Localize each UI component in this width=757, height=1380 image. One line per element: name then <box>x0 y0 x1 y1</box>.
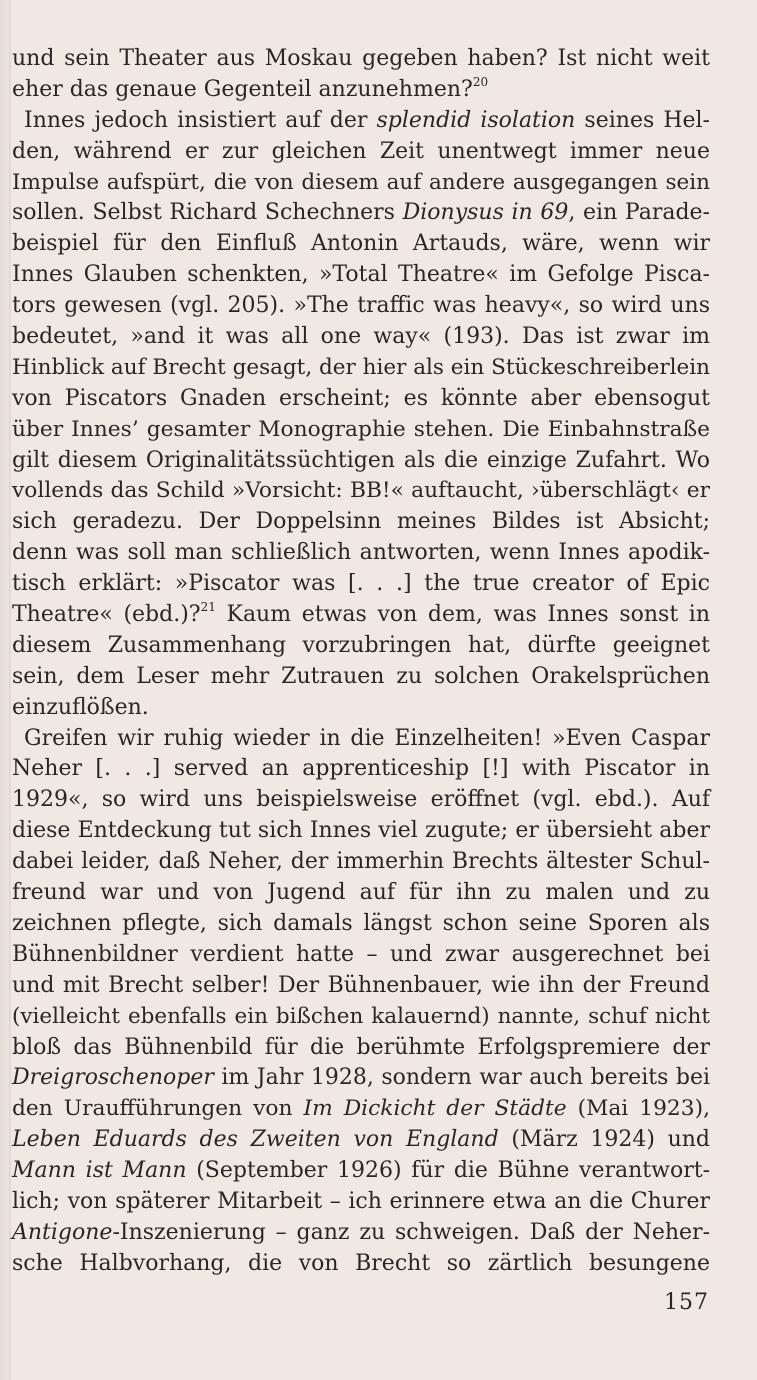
text-line <box>12 909 710 940</box>
text-segment: sich geradezu. Der Doppelsinn meines Bildes ist Absicht; <box>12 509 710 535</box>
text-segment: , ein Parade- <box>568 200 710 226</box>
text-segment: zeichnen pflegte, sich damals längst schon seine Sporen als <box>12 910 710 936</box>
text-line <box>12 724 710 755</box>
italic-text: Im Dickicht der Städte <box>303 1096 567 1122</box>
text-segment: Impulse aufspürt, die von diesem auf andere ausgegangen sein <box>12 169 710 195</box>
text-line <box>12 878 710 909</box>
text-line <box>12 1249 710 1280</box>
text-segment: Theatre« (ebd.)? <box>12 602 201 628</box>
text-segment: den Uraufführungen von <box>12 1096 304 1122</box>
text-line <box>12 291 710 322</box>
italic-text: Mann ist Mann <box>12 1158 187 1184</box>
text-line <box>12 754 710 785</box>
footnote-marker: 21 <box>200 599 216 614</box>
text-segment: Kaum etwas von dem, was Innes sonst in <box>215 602 710 628</box>
text-line <box>12 446 710 477</box>
footnote-marker: 20 <box>472 74 489 89</box>
text-segment: lich; von späterer Mitarbeit – ich erinnere etwa an die Churer <box>12 1188 710 1214</box>
text-line <box>12 44 710 75</box>
text-segment: und mit Brecht selber! Der Bühnenbauer, wie ihn der Freund <box>12 972 710 998</box>
text-line <box>12 75 710 106</box>
text-line <box>12 168 710 199</box>
text-segment: sein, dem Leser mehr Zutrauen zu solchen Orakelsprüchen <box>12 663 710 689</box>
text-line <box>12 693 710 724</box>
text-segment: von Piscators Gnaden erscheint; es könnte aber ebensogut <box>12 385 710 411</box>
text-line <box>12 507 710 538</box>
text-segment: einzuflößen. <box>12 694 149 720</box>
text-segment: diesem Zusammenhang vorzubringen hat, dürfte geeignet <box>12 632 710 658</box>
text-line <box>12 600 710 631</box>
italic-text: Dreigroschenoper <box>12 1065 214 1091</box>
text-line <box>12 1218 710 1249</box>
text-segment: und sein Theater aus Moskau gegeben haben? Ist nicht weit <box>12 46 710 71</box>
text-segment: gilt diesem Originalitätssüchtigen als die einzige Zufahrt. Wo <box>12 447 710 473</box>
text-segment: dabei leider, daß Neher, der immerhin Brechts ältester Schul- <box>12 849 710 875</box>
text-line <box>12 198 710 229</box>
text-segment: tisch erklärt: »Piscator was [. . .] the true creator of Epic <box>12 571 710 597</box>
text-line <box>12 538 710 569</box>
text-segment: beispiel für den Einfluß Antonin Artauds, wäre, wenn wir <box>12 231 710 257</box>
text-line <box>12 816 710 847</box>
text-line <box>12 476 710 507</box>
text-line <box>12 631 710 662</box>
page-number: 157 <box>664 1290 709 1315</box>
text-segment: bedeutet, »and it was all one way« (193). Das ist zwar im <box>12 324 710 350</box>
text-line <box>12 384 710 415</box>
text-line <box>12 260 710 291</box>
text-segment: sollen. Selbst Richard Schechners <box>12 200 403 226</box>
text-line <box>12 1094 710 1125</box>
text-segment: bloß das Bühnenbild für die berühmte Erfolgspremiere der <box>12 1034 710 1060</box>
text-line <box>12 1002 710 1033</box>
text-segment: (Mai 1923), <box>566 1096 710 1122</box>
text-segment: Innes Glauben schenkten, »Total Theatre« im Gefolge Pisca- <box>12 262 710 288</box>
text-line <box>12 1187 710 1218</box>
text-line <box>12 971 710 1002</box>
text-line <box>12 353 710 384</box>
text-segment: Neher [. . .] served an apprenticeship [!] with Piscator in <box>12 756 710 782</box>
text-segment: (vielleicht ebenfalls ein bißchen kalauernd) nannte, schuf nicht <box>12 1003 710 1029</box>
text-segment: Greifen wir ruhig wieder in die Einzelheiten! »Even Caspar <box>24 725 710 751</box>
text-line <box>12 106 710 137</box>
text-line <box>12 1033 710 1064</box>
italic-text: Dionysus in 69 <box>402 200 569 226</box>
text-segment: denn was soll man schließlich antworten, wenn Innes apodik- <box>12 540 710 566</box>
body-text <box>12 44 710 1280</box>
text-segment: freund war und von Jugend auf für ihn zu malen und zu <box>12 880 710 906</box>
text-line <box>12 1125 710 1156</box>
text-segment: diese Entdeckung tut sich Innes viel zugute; er übersieht aber <box>12 818 710 844</box>
text-line <box>12 662 710 693</box>
text-segment: Bühnenbildner verdient hatte – und zwar ausgerechnet bei <box>12 941 710 967</box>
text-line <box>12 1063 710 1094</box>
text-segment: den, während er zur gleichen Zeit unentwegt immer neue <box>12 138 710 164</box>
text-segment: vollends das Schild »Vorsicht: BB!« auftaucht, ›überschlägt‹ er <box>12 478 710 504</box>
text-segment: -Inszenierung – ganz zu schweigen. Daß der Neher- <box>112 1219 710 1245</box>
text-segment: 1929«, so wird uns beispielsweise eröffnet (vgl. ebd.). Auf <box>12 787 710 813</box>
text-segment: eher das genaue Gegenteil anzunehmen? <box>12 76 473 102</box>
text-segment: seines Hel- <box>575 107 710 133</box>
text-line <box>12 785 710 816</box>
text-segment: sche Halbvorhang, die von Brecht so zärtlich besungene <box>12 1250 710 1276</box>
text-line <box>12 137 710 168</box>
binding-edge <box>9 0 11 1380</box>
text-line <box>12 322 710 353</box>
text-line <box>12 847 710 878</box>
text-line <box>12 1156 710 1187</box>
text-line <box>12 229 710 260</box>
text-line <box>12 569 710 600</box>
italic-text: splendid isolation <box>376 107 576 133</box>
italic-text: Antigone <box>12 1219 113 1245</box>
text-segment: tors gewesen (vgl. 205). »The traffic was heavy«, so wird uns <box>12 293 710 319</box>
italic-text: Leben Eduards des Zweiten von England <box>12 1127 499 1153</box>
text-segment: über Innes’ gesamter Monographie stehen. Die Einbahnstraße <box>12 416 710 442</box>
text-segment: Hinblick auf Brecht gesagt, der hier als ein Stückeschreiberlein <box>12 354 710 380</box>
text-segment: Innes jedoch insistiert auf der <box>24 107 377 133</box>
text-segment: (September 1926) für die Bühne verantwort- <box>186 1158 710 1184</box>
text-segment: im Jahr 1928, sondern war auch bereits bei <box>213 1065 710 1091</box>
text-segment: (März 1924) und <box>498 1127 710 1153</box>
text-line <box>12 415 710 446</box>
text-line <box>12 940 710 971</box>
